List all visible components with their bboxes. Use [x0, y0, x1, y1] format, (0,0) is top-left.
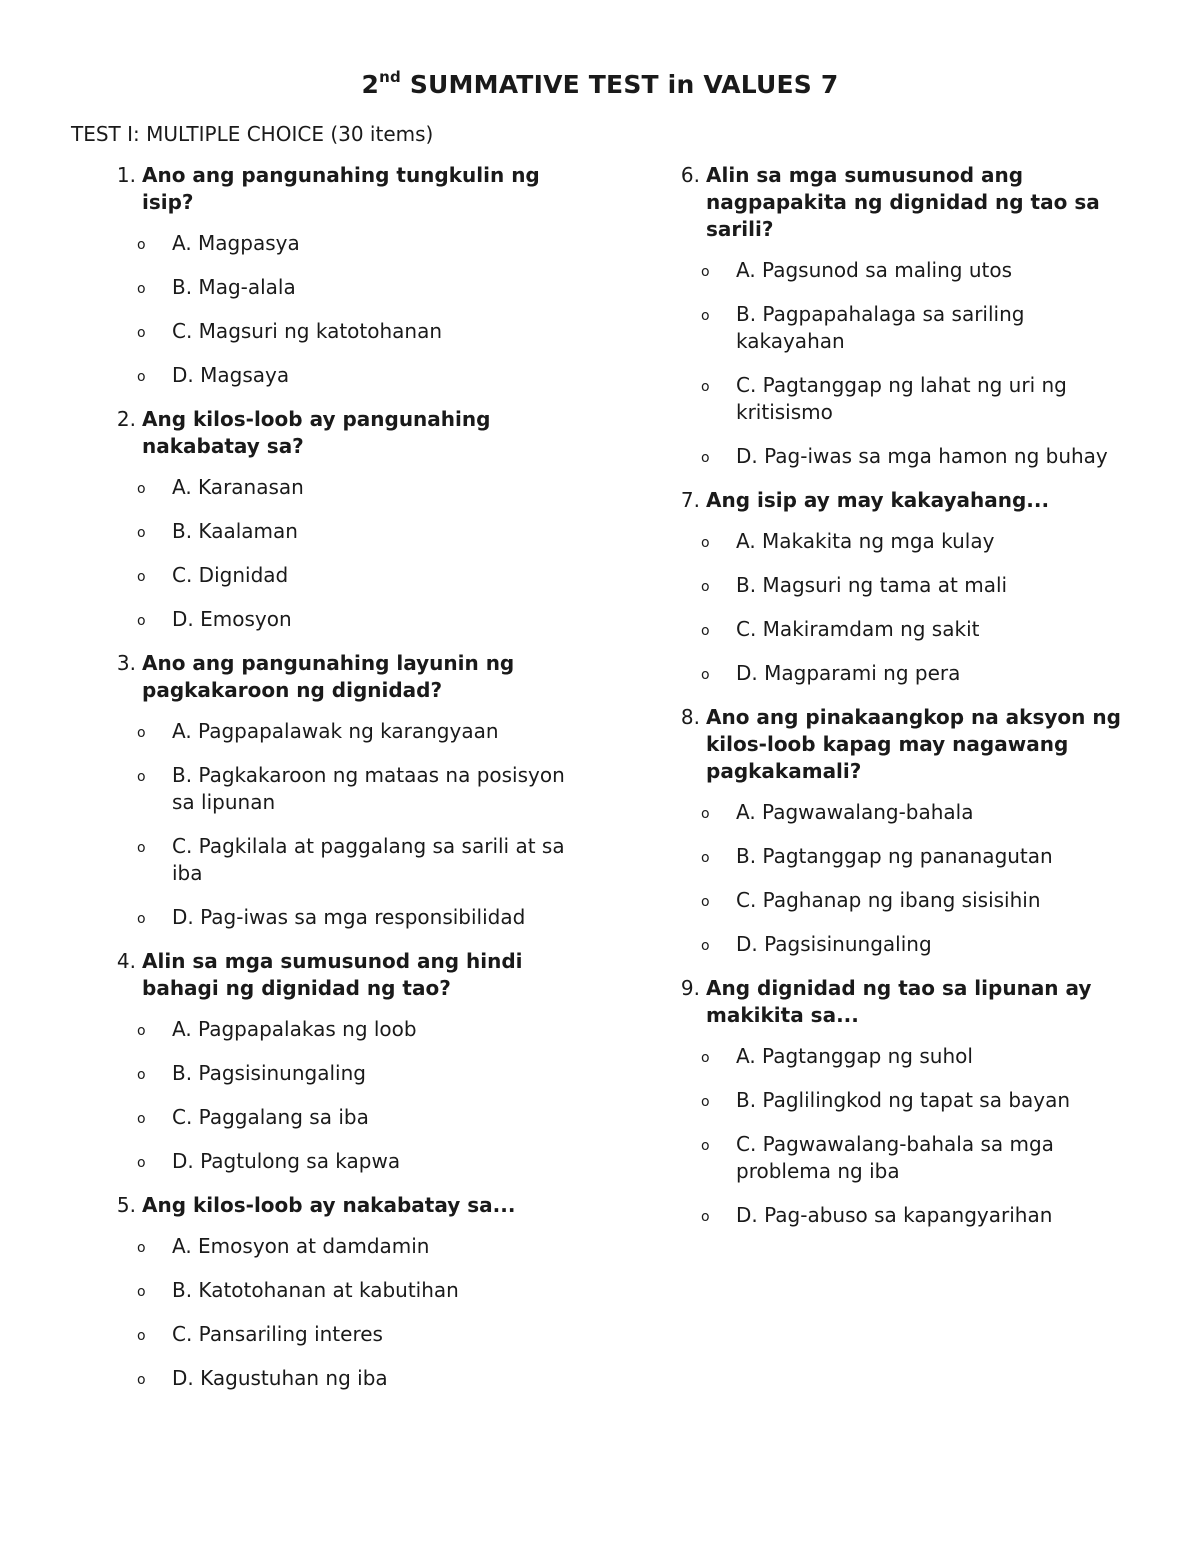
question-number: 3. — [116, 651, 136, 675]
choice-item — [102, 518, 572, 545]
circle-bullet-icon: o — [701, 850, 710, 866]
circle-bullet-icon: o — [701, 1094, 710, 1110]
choice-text: B. Pagkakaroon ng mataas na posisyon sa lipunan — [172, 763, 565, 814]
question-text: Ang dignidad ng tao sa lipunan ay makikita sa... — [706, 976, 1092, 1027]
title-text: SUMMATIVE TEST in VALUES 7 — [400, 70, 839, 99]
circle-bullet-icon: o — [701, 264, 710, 280]
question-item — [666, 975, 1136, 1229]
circle-bullet-icon: o — [137, 369, 146, 385]
choice-text: C. Pagkilala at paggalang sa sarili at sa iba — [172, 834, 565, 885]
question-number: 2. — [116, 407, 136, 431]
choice-item — [102, 274, 572, 301]
question-item — [102, 948, 572, 1175]
choice-text: D. Magparami ng pera — [736, 661, 961, 685]
choice-list — [701, 1043, 1136, 1229]
left-column — [102, 162, 572, 1409]
choice-item — [102, 833, 572, 887]
question-item — [666, 162, 1136, 470]
choice-text: A. Pagtanggap ng suhol — [736, 1044, 973, 1068]
question-item — [102, 650, 572, 931]
choice-text: C. Makiramdam ng sakit — [736, 617, 980, 641]
choice-text: A. Magpasya — [172, 231, 300, 255]
circle-bullet-icon: o — [137, 1067, 146, 1083]
circle-bullet-icon: o — [137, 1328, 146, 1344]
choice-item — [102, 1233, 572, 1260]
question-text: Ano ang pangunahing layunin ng pagkakaroon ng dignidad? — [142, 651, 515, 702]
choice-item — [666, 257, 1136, 284]
choice-item — [102, 362, 572, 389]
choice-text: D. Pag-iwas sa mga hamon ng buhay — [736, 444, 1108, 468]
circle-bullet-icon: o — [137, 725, 146, 741]
choice-text: A. Pagsunod sa maling utos — [736, 258, 1013, 282]
choice-item — [666, 372, 1136, 426]
title-ordinal: 2 — [361, 70, 380, 99]
title-ordinal-suffix: nd — [379, 68, 401, 86]
choice-item — [666, 1202, 1136, 1229]
section-heading: TEST I: MULTIPLE CHOICE (30 items) — [71, 122, 434, 146]
circle-bullet-icon: o — [701, 938, 710, 954]
question-number: 7. — [680, 488, 700, 512]
choice-item — [102, 474, 572, 501]
choice-item — [102, 1277, 572, 1304]
question-item — [666, 704, 1136, 958]
choice-item — [666, 1087, 1136, 1114]
question-number: 5. — [116, 1193, 136, 1217]
circle-bullet-icon: o — [137, 1155, 146, 1171]
choice-text: A. Emosyon at damdamin — [172, 1234, 430, 1258]
choice-item — [666, 887, 1136, 914]
choice-list — [137, 474, 572, 633]
right-column — [666, 162, 1136, 1246]
circle-bullet-icon: o — [701, 1138, 710, 1154]
choice-list — [137, 230, 572, 389]
choice-list — [701, 257, 1136, 470]
circle-bullet-icon: o — [701, 379, 710, 395]
circle-bullet-icon: o — [137, 525, 146, 541]
question-item — [102, 406, 572, 633]
circle-bullet-icon: o — [701, 623, 710, 639]
choice-text: D. Kagustuhan ng iba — [172, 1366, 388, 1390]
choice-item — [666, 528, 1136, 555]
question-text: Ang kilos-loob ay nakabatay sa... — [142, 1193, 516, 1217]
question-number: 8. — [680, 705, 700, 729]
choice-text: C. Pansariling interes — [172, 1322, 383, 1346]
choice-text: B. Magsuri ng tama at mali — [736, 573, 1008, 597]
question-text: Ang kilos-loob ay pangunahing nakabatay sa? — [142, 407, 491, 458]
choice-item — [102, 762, 572, 816]
choice-text: B. Mag-alala — [172, 275, 296, 299]
choice-item — [102, 904, 572, 931]
choice-item — [102, 230, 572, 257]
circle-bullet-icon: o — [701, 579, 710, 595]
circle-bullet-icon: o — [137, 840, 146, 856]
choice-text: C. Paghanap ng ibang sisisihin — [736, 888, 1041, 912]
choice-list — [701, 799, 1136, 958]
choice-text: D. Pag-iwas sa mga responsibilidad — [172, 905, 526, 929]
choice-item — [102, 1060, 572, 1087]
choice-text: A. Pagwawalang-bahala — [736, 800, 974, 824]
circle-bullet-icon: o — [701, 1209, 710, 1225]
choice-text: B. Pagsisinungaling — [172, 1061, 366, 1085]
choice-item — [666, 443, 1136, 470]
circle-bullet-icon: o — [137, 769, 146, 785]
choice-item — [666, 931, 1136, 958]
choice-item — [102, 1016, 572, 1043]
choice-item — [666, 572, 1136, 599]
circle-bullet-icon: o — [137, 1111, 146, 1127]
circle-bullet-icon: o — [137, 281, 146, 297]
choice-item — [102, 718, 572, 745]
question-number: 9. — [680, 976, 700, 1000]
choice-item — [666, 660, 1136, 687]
circle-bullet-icon: o — [137, 237, 146, 253]
question-number: 1. — [116, 163, 136, 187]
choice-text: A. Makakita ng mga kulay — [736, 529, 995, 553]
choice-item — [666, 301, 1136, 355]
choice-item — [102, 1321, 572, 1348]
choice-text: D. Pag-abuso sa kapangyarihan — [736, 1203, 1053, 1227]
choice-item — [102, 606, 572, 633]
choice-item — [666, 843, 1136, 870]
choice-item — [666, 799, 1136, 826]
question-number: 4. — [116, 949, 136, 973]
choice-text: C. Paggalang sa iba — [172, 1105, 369, 1129]
circle-bullet-icon: o — [137, 1023, 146, 1039]
choice-text: D. Emosyon — [172, 607, 292, 631]
choice-text: C. Pagwawalang-bahala sa mga problema ng iba — [736, 1132, 1054, 1183]
question-item — [102, 162, 572, 389]
choice-text: B. Pagpapahalaga sa sariling kakayahan — [736, 302, 1025, 353]
choice-item — [102, 1104, 572, 1131]
choice-text: D. Pagtulong sa kapwa — [172, 1149, 401, 1173]
circle-bullet-icon: o — [137, 1372, 146, 1388]
choice-list — [701, 528, 1136, 687]
question-text: Ano ang pangunahing tungkulin ng isip? — [142, 163, 540, 214]
circle-bullet-icon: o — [701, 806, 710, 822]
circle-bullet-icon: o — [701, 894, 710, 910]
circle-bullet-icon: o — [137, 569, 146, 585]
choice-text: A. Pagpapalawak ng karangyaan — [172, 719, 499, 743]
choice-text: A. Pagpapalakas ng loob — [172, 1017, 417, 1041]
choice-list — [137, 1016, 572, 1175]
circle-bullet-icon: o — [137, 1284, 146, 1300]
circle-bullet-icon: o — [701, 667, 710, 683]
choice-list — [137, 1233, 572, 1392]
choice-item — [666, 1131, 1136, 1185]
choice-item — [102, 318, 572, 345]
circle-bullet-icon: o — [137, 1240, 146, 1256]
question-text: Alin sa mga sumusunod ang hindi bahagi ng dignidad ng tao? — [142, 949, 523, 1000]
choice-text: B. Pagtanggap ng pananagutan — [736, 844, 1053, 868]
choice-item — [102, 562, 572, 589]
circle-bullet-icon: o — [137, 481, 146, 497]
choice-text: B. Paglilingkod ng tapat sa bayan — [736, 1088, 1071, 1112]
choice-text: B. Katotohanan at kabutihan — [172, 1278, 459, 1302]
circle-bullet-icon: o — [137, 613, 146, 629]
choice-item — [666, 616, 1136, 643]
choice-text: D. Magsaya — [172, 363, 290, 387]
choice-text: C. Dignidad — [172, 563, 289, 587]
choice-list — [137, 718, 572, 931]
choice-item — [102, 1148, 572, 1175]
circle-bullet-icon: o — [137, 911, 146, 927]
question-item — [102, 1192, 572, 1392]
choice-text: A. Karanasan — [172, 475, 304, 499]
choice-text: C. Magsuri ng katotohanan — [172, 319, 443, 343]
question-item — [666, 487, 1136, 687]
choice-text: C. Pagtanggap ng lahat ng uri ng kritisismo — [736, 373, 1067, 424]
question-text: Ano ang pinakaangkop na aksyon ng kilos-loob kapag may nagawang pagkakamali? — [706, 705, 1121, 783]
question-number: 6. — [680, 163, 700, 187]
circle-bullet-icon: o — [701, 1050, 710, 1066]
circle-bullet-icon: o — [137, 325, 146, 341]
question-text: Ang isip ay may kakayahang... — [706, 488, 1050, 512]
page-title — [0, 70, 1200, 99]
choice-item — [666, 1043, 1136, 1070]
circle-bullet-icon: o — [701, 308, 710, 324]
choice-text: D. Pagsisinungaling — [736, 932, 932, 956]
choice-item — [102, 1365, 572, 1392]
choice-text: B. Kaalaman — [172, 519, 298, 543]
circle-bullet-icon: o — [701, 535, 710, 551]
circle-bullet-icon: o — [701, 450, 710, 466]
question-text: Alin sa mga sumusunod ang nagpapakita ng dignidad ng tao sa sarili? — [706, 163, 1100, 241]
